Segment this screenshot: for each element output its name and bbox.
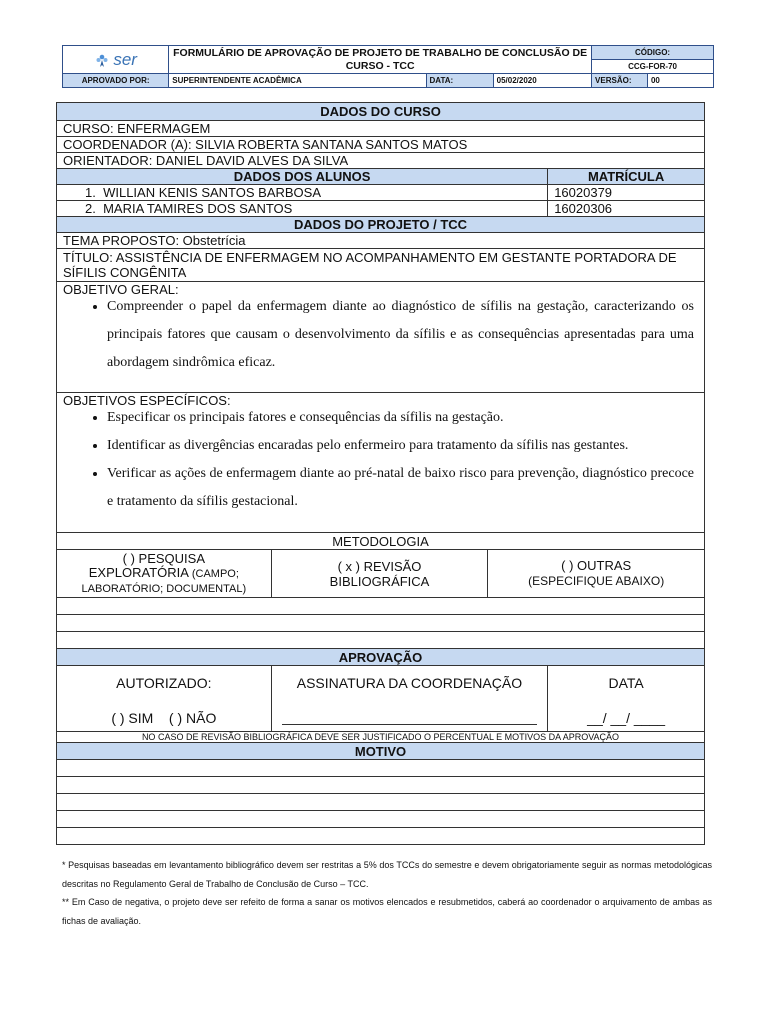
option-text: (ESPECIFIQUE ABAIXO) (528, 574, 665, 588)
logo-text: ser (113, 49, 137, 69)
aluno-num: 2. (85, 201, 96, 216)
list-item: • Compreender o papel da enfermagem diante ao diagnóstico de sífilis na gestação, caracterizando os principais fatores que causam o desenvolvimento da sífilis e as consequências apresentadas para uma abordagem sindrômica eficaz. (107, 293, 694, 377)
assinatura-cell (271, 666, 548, 732)
metodologia-blank-line[interactable] (57, 632, 705, 649)
footnote-1: * Pesquisas baseadas em levantamento bibliográfico devem ser restritas a 5% dos TCCs do semestre e devem obrigatoriamente seguir as normas metodológicas descritas no Regulamento Geral de Trabalho de Conclusão de Curso – TCC. (62, 860, 712, 889)
aluno-name-cell (57, 185, 548, 201)
motivo-blank-line[interactable] (57, 760, 705, 777)
aprovado-label: APROVADO POR: (63, 74, 169, 88)
versao-label: VERSÃO: (592, 74, 648, 88)
aluno-name: MARIA TAMIRES DOS SANTOS (103, 201, 293, 216)
objetivo-geral-cell (57, 282, 705, 393)
section-motivo: MOTIVO (57, 743, 705, 760)
nao-checkbox[interactable]: ( ) NÃO (168, 710, 217, 726)
metodologia-option-outras[interactable] (488, 550, 705, 598)
matricula-header: MATRÍCULA (548, 169, 705, 185)
versao-value: 00 (647, 74, 713, 88)
aluno-name: WILLIAN KENIS SANTOS BARBOSA (103, 185, 322, 200)
option-text: ( x ) REVISÃO (337, 558, 422, 574)
aluno-name-cell (57, 201, 548, 217)
form-header (62, 45, 714, 88)
section-dados-alunos: DADOS DOS ALUNOS (57, 169, 548, 185)
option-text: (CAMPO; (191, 567, 239, 580)
assinatura-label: ASSINATURA DA COORDENAÇÃO (296, 675, 523, 691)
tema-field: TEMA PROPOSTO: Obstetrícia (57, 233, 705, 249)
data-aprovacao-field[interactable]: __/ __/ ____ (587, 710, 666, 726)
aluno-num: 1. (85, 185, 96, 200)
data-value: 05/02/2020 (493, 74, 591, 88)
objetivos-especificos-label: OBJETIVOS ESPECÍFICOS: (63, 393, 231, 408)
objetivos-especificos-cell (57, 393, 705, 533)
metodologia-blank-line[interactable] (57, 615, 705, 632)
option-text: ( ) PESQUISA (122, 550, 206, 566)
section-dados-projeto: DADOS DO PROJETO / TCC (57, 217, 705, 233)
aluno-matricula: 16020306 (548, 201, 705, 217)
data-label: DATA: (426, 74, 493, 88)
table-row (57, 185, 705, 201)
coordenador-field: COORDENADOR (A): SILVIA ROBERTA SANTANA SANTOS MATOS (57, 137, 705, 153)
option-text: BIBLIOGRÁFICA (329, 573, 430, 589)
codigo-label: CÓDIGO: (592, 46, 714, 60)
objetivo-geral-label: OBJETIVO GERAL: (63, 282, 179, 297)
section-dados-curso: DADOS DO CURSO (57, 103, 705, 121)
flower-icon (94, 52, 110, 68)
sim-checkbox[interactable]: ( ) SIM (111, 710, 154, 726)
form-body (56, 102, 705, 845)
form-title: FORMULÁRIO DE APROVAÇÃO DE PROJETO DE TRABALHO DE CONCLUSÃO DE CURSO - TCC (169, 46, 592, 74)
objetivos-especificos-list (63, 404, 704, 516)
aluno-matricula: 16020379 (548, 185, 705, 201)
metodologia-option-pesquisa[interactable] (57, 550, 272, 598)
option-text: EXPLORATÓRIA (88, 564, 189, 580)
autorizado-label: AUTORIZADO: (116, 675, 212, 691)
section-aprovacao: APROVAÇÃO (57, 649, 705, 666)
data-cell (548, 666, 705, 732)
section-metodologia: METODOLOGIA (57, 533, 705, 550)
motivo-blank-line[interactable] (57, 811, 705, 828)
aprovacao-note: NO CASO DE REVISÃO BIBLIOGRÁFICA DEVE SER JUSTIFICADO O PERCENTUAL E MOTIVOS DA APROVAÇÃO (57, 732, 705, 743)
objetivo-geral-list (63, 293, 704, 377)
aprovado-value: SUPERINTENDENTE ACADÊMICA (169, 74, 426, 88)
metodologia-option-revisao[interactable] (271, 550, 488, 598)
motivo-blank-line[interactable] (57, 777, 705, 794)
table-row (57, 201, 705, 217)
footnote-2: ** Em Caso de negativa, o projeto deve ser refeito de forma a sanar os motivos elencados e resubmetidos, caberá ao coordenador o arquivamento de ambas as fichas de avaliação. (62, 897, 712, 926)
ser-logo (66, 49, 165, 69)
titulo-field: TÍTULO: ASSISTÊNCIA DE ENFERMAGEM NO ACOMPANHAMENTO EM GESTANTE PORTADORA DE SÍFILIS CONGÊNITA (57, 249, 705, 282)
option-text: LABORATÓRIO; DOCUMENTAL) (81, 582, 247, 595)
list-item: • Identificar as divergências encaradas pelo enfermeiro para tratamento da sífilis nas gestantes. (107, 432, 694, 460)
data-aprovacao-label: DATA (608, 675, 644, 691)
motivo-blank-line[interactable] (57, 828, 705, 845)
signature-line[interactable] (282, 723, 537, 725)
motivo-blank-line[interactable] (57, 794, 705, 811)
metodologia-blank-line[interactable] (57, 598, 705, 615)
option-text: ( ) OUTRAS (561, 558, 632, 573)
autorizado-cell (57, 666, 272, 732)
logo-cell (63, 46, 169, 74)
list-item: • Especificar os principais fatores e consequências da sífilis na gestação. (107, 404, 694, 432)
codigo-value: CCG-FOR-70 (592, 60, 714, 74)
orientador-field: ORIENTADOR: DANIEL DAVID ALVES DA SILVA (57, 153, 705, 169)
list-item: • Verificar as ações de enfermagem diante ao pré-natal de baixo risco para prevenção, diagnóstico precoce e tratamento da sífilis gestacional. (107, 460, 694, 516)
curso-field: CURSO: ENFERMAGEM (57, 121, 705, 137)
